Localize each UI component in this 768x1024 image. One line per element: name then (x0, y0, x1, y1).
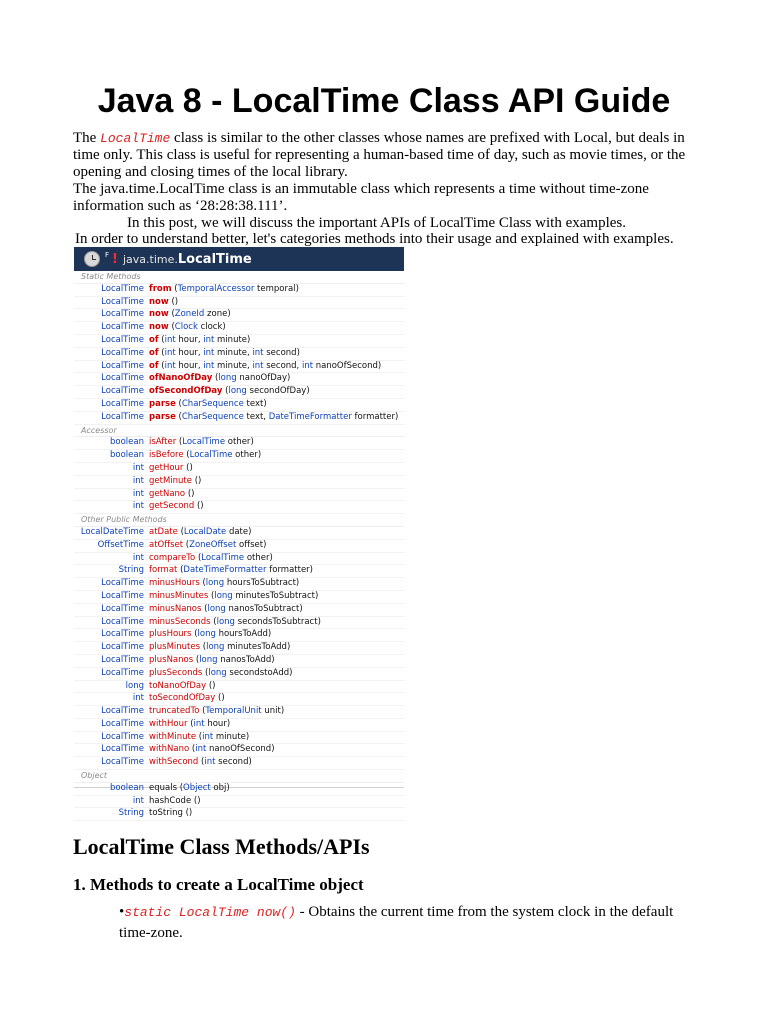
param-type: int (252, 347, 264, 358)
method-name: parse (149, 398, 176, 409)
method-signature (149, 681, 216, 693)
api-method-row (74, 335, 404, 348)
bullet-text: - Obtains the current time from the system clock in the default time-zone. (119, 904, 674, 941)
param-name: text (243, 398, 264, 409)
return-type: LocalTime (101, 731, 144, 742)
return-type: boolean (110, 437, 144, 448)
api-method-row (74, 373, 404, 386)
api-section-label: Object (74, 770, 404, 783)
return-type: LocalTime (101, 283, 144, 294)
method-signature (149, 501, 204, 513)
api-section-label: Other Public Methods (74, 514, 404, 527)
param-name: secondstoAdd (226, 667, 290, 678)
api-method-row (74, 361, 404, 374)
method-signature: atOffset (ZoneOffset offset) (149, 539, 267, 550)
return-type: LocalDateTime (80, 526, 144, 537)
method-signature: ofNanoOfDay (long nanoOfDay) (149, 373, 291, 384)
param-name: other (225, 437, 251, 448)
param-name: formatter (266, 565, 310, 576)
api-method-row (74, 617, 404, 630)
api-method-row (74, 386, 404, 399)
api-method-row (74, 437, 404, 450)
method-name: withHour (149, 718, 188, 729)
param-type: long (206, 642, 225, 653)
method-name: ofNanoOfDay (149, 373, 213, 384)
param-name: other (244, 552, 270, 563)
clock-icon (84, 251, 100, 267)
return-type: int (132, 475, 144, 486)
method-name: isAfter (149, 437, 177, 448)
method-name: minusMinutes (149, 590, 209, 601)
return-type: LocalTime (101, 296, 144, 307)
param-type: int (252, 360, 264, 371)
param-type: int (193, 718, 205, 729)
method-name: of (149, 360, 159, 371)
method-name: plusNanos (149, 654, 194, 665)
param-name: nanosToAdd (217, 654, 272, 665)
param-name: minutesToAdd (224, 642, 287, 653)
return-type: LocalTime (101, 757, 144, 768)
api-method-row (74, 565, 404, 578)
method-signature: of (int hour, int minute, int second, int nanoOfSecond) (149, 360, 382, 371)
method-name: withSecond (149, 757, 199, 768)
final-marker: F (105, 251, 110, 259)
param-type: int (203, 347, 215, 358)
param-name: second, (263, 360, 302, 371)
param-type: long (199, 654, 218, 665)
method-signature: plusNanos (long nanosToAdd) (149, 654, 275, 665)
param-name: date (226, 526, 249, 537)
param-type: CharSequence (181, 411, 244, 422)
return-type: LocalTime (101, 667, 144, 678)
param-type: long (197, 629, 216, 640)
return-type: boolean (110, 782, 144, 793)
method-signature: minusMinutes (long minutesToSubtract) (149, 590, 319, 601)
param-name: clock (197, 322, 223, 333)
method-name: toString (149, 808, 183, 819)
param-name: secondsToSubtract (234, 616, 318, 627)
param-name: obj (210, 782, 227, 793)
method-signature (149, 489, 194, 501)
intro-paragraph-2: The java.time.LocalTime class is an immutable class which represents a time without time-zone information such as ‘28:28:38.111’. (73, 181, 649, 214)
api-method-row (74, 348, 404, 361)
method-signature (149, 693, 225, 705)
api-method-row (74, 681, 404, 694)
method-signature: of (int hour, int minute, int second) (149, 347, 300, 358)
param-type: TemporalUnit (205, 706, 262, 717)
api-method-row (74, 450, 404, 463)
param-type: int (164, 360, 176, 371)
method-name: getHour (149, 462, 184, 473)
method-name: minusSeconds (149, 616, 211, 627)
param-name: secondOfDay (246, 386, 307, 397)
bullet-item (119, 902, 689, 943)
param-name: other (232, 450, 258, 461)
method-name: truncatedTo (149, 706, 200, 717)
param-name: () (187, 488, 195, 499)
return-type: LocalTime (101, 590, 144, 601)
return-type: int (132, 693, 144, 704)
return-type: OffsetTime (97, 539, 144, 550)
param-type: Object (183, 782, 211, 793)
method-signature: parse (CharSequence text) (149, 398, 267, 409)
param-name: minutesToSubtract (232, 590, 315, 601)
api-method-row (74, 412, 404, 425)
api-method-row (74, 642, 404, 655)
return-type: LocalTime (101, 373, 144, 384)
param-type: DateTimeFormatter (268, 411, 352, 422)
param-type: int (203, 334, 215, 345)
param-name: nanoOfSecond (206, 744, 272, 755)
param-type: LocalDate (183, 526, 227, 537)
return-type: LocalTime (101, 309, 144, 320)
param-type: DateTimeFormatter (183, 565, 267, 576)
method-signature: format (DateTimeFormatter formatter) (149, 565, 313, 576)
method-name: atDate (149, 526, 178, 537)
intro-paragraph-4: In order to understand better, let's categories methods into their usage and explained with examples. (75, 231, 674, 247)
return-type: LocalTime (101, 744, 144, 755)
return-type: LocalTime (101, 386, 144, 397)
param-type: int (301, 360, 314, 371)
api-method-row (74, 668, 404, 681)
api-method-row (74, 399, 404, 412)
param-type: TemporalAccessor (177, 283, 255, 294)
param-type: long (228, 386, 247, 397)
param-name: second (263, 347, 297, 358)
return-type: int (132, 552, 144, 563)
warning-marker: ! (112, 251, 118, 267)
param-type: ZoneId (174, 309, 205, 320)
api-method-row (74, 540, 404, 553)
intro-paragraph-3: In this post, we will discuss the important APIs of LocalTime Class with examples. (127, 215, 626, 231)
method-name: now (149, 296, 169, 307)
method-name: parse (149, 411, 176, 422)
api-method-row (74, 297, 404, 310)
method-name: getSecond (149, 501, 195, 512)
method-signature (149, 297, 178, 309)
api-method-row (74, 706, 404, 719)
param-type: int (164, 334, 176, 345)
method-signature: now (ZoneId zone) (149, 309, 231, 320)
method-signature: minusSeconds (long secondsToSubtract) (149, 616, 321, 627)
param-name: nanoOfSecond (313, 360, 378, 371)
bullet-marker: • (119, 904, 125, 920)
method-signature: equals (Object obj) (149, 782, 230, 793)
return-type: LocalTime (101, 629, 144, 640)
method-name: of (149, 347, 159, 358)
param-type: int (203, 360, 215, 371)
param-name: formatter (351, 411, 395, 422)
api-method-row (74, 463, 404, 476)
method-signature: plusMinutes (long minutesToAdd) (149, 642, 291, 653)
param-name: hour, (175, 360, 204, 371)
return-type: long (125, 680, 144, 691)
return-type: String (118, 565, 144, 576)
param-name: () (193, 795, 201, 806)
method-signature: from (TemporalAccessor temporal) (149, 283, 299, 294)
section-heading: LocalTime Class Methods/APIs (73, 834, 370, 859)
method-signature (149, 463, 193, 475)
param-name: () (185, 808, 193, 819)
method-name: getMinute (149, 475, 192, 486)
return-type: int (132, 501, 144, 512)
return-type: LocalTime (101, 578, 144, 589)
inline-code-localtime: LocalTime (100, 131, 171, 146)
method-signature: minusNanos (long nanosToSubtract) (149, 603, 303, 614)
param-type: long (205, 578, 225, 589)
package-name: java.time. (122, 252, 178, 266)
api-method-row (74, 489, 404, 502)
intro-paragraph-1 (73, 130, 698, 181)
param-name: minute, (214, 347, 253, 358)
return-type: LocalTime (101, 347, 144, 358)
intro-rest: class is similar to the other classes whose names are prefixed with Local, but deals in time only. This class is useful for representing a human-based time of day, such as movie times, or the opening and closing times of the local library. (73, 130, 686, 180)
param-type: Clock (174, 322, 198, 333)
method-name: isBefore (149, 450, 184, 461)
return-type: int (132, 795, 144, 806)
method-signature (149, 476, 201, 488)
param-name: offset (236, 539, 264, 550)
return-type: int (132, 462, 144, 473)
method-signature: plusSeconds (long secondstoAdd) (149, 667, 293, 678)
method-name: of (149, 334, 159, 345)
api-method-row (74, 693, 404, 706)
param-name: temporal (254, 283, 296, 294)
method-signature: now (Clock clock) (149, 322, 226, 333)
method-signature: ofSecondOfDay (long secondOfDay) (149, 386, 310, 397)
api-method-row (74, 744, 404, 757)
method-signature: parse (CharSequence text, DateTimeFormatter formatter) (149, 411, 399, 422)
return-type: LocalTime (101, 718, 144, 729)
param-name: hoursToSubtract (224, 578, 296, 589)
param-name: () (208, 680, 216, 691)
method-signature: minusHours (long hoursToSubtract) (149, 578, 300, 589)
param-name: () (194, 475, 202, 486)
api-method-row (74, 732, 404, 745)
param-name: unit (261, 706, 281, 717)
return-type: LocalTime (101, 616, 144, 627)
param-name: second (215, 757, 249, 768)
method-signature: compareTo (LocalTime other) (149, 552, 273, 563)
return-type: LocalTime (101, 642, 144, 653)
api-method-row (74, 796, 404, 809)
subsection-heading: 1. Methods to create a LocalTime object (73, 875, 364, 894)
method-name: getNano (149, 488, 186, 499)
param-name: minute (213, 731, 246, 742)
api-method-row (74, 757, 404, 770)
page-title: Java 8 - LocalTime Class API Guide (97, 82, 671, 120)
method-name: plusSeconds (149, 667, 203, 678)
method-name: equals (149, 782, 178, 793)
param-type: int (202, 731, 214, 742)
method-name: compareTo (149, 552, 196, 563)
api-method-row (74, 604, 404, 617)
api-method-list (74, 271, 404, 821)
param-name: nanosToSubtract (225, 603, 300, 614)
api-method-row (74, 553, 404, 566)
intro-prefix: The (73, 130, 101, 146)
method-name: toNanoOfDay (149, 680, 207, 691)
method-signature (149, 808, 192, 820)
method-name: atOffset (149, 539, 184, 550)
api-section-label: Accessor (74, 425, 404, 438)
class-name: LocalTime (177, 251, 252, 267)
param-type: int (164, 347, 176, 358)
method-signature: isAfter (LocalTime other) (149, 437, 254, 448)
method-signature: withHour (int hour) (149, 718, 231, 729)
api-method-row (74, 501, 404, 514)
api-method-row (74, 322, 404, 335)
return-type: LocalTime (101, 706, 144, 717)
param-type: int (204, 757, 216, 768)
method-signature: isBefore (LocalTime other) (149, 450, 262, 461)
method-name: plusMinutes (149, 642, 201, 653)
method-signature: withMinute (int minute) (149, 731, 250, 742)
api-method-row (74, 783, 404, 796)
return-type: LocalTime (101, 322, 144, 333)
api-method-row (74, 578, 404, 591)
method-name: minusHours (149, 578, 200, 589)
method-name: minusNanos (149, 603, 202, 614)
param-type: LocalTime (182, 437, 226, 448)
param-type: ZoneOffset (189, 539, 237, 550)
method-name: hashCode (149, 795, 192, 806)
return-type: LocalTime (101, 654, 144, 665)
api-method-row (74, 309, 404, 322)
param-name: minute (214, 334, 248, 345)
return-type: LocalTime (101, 411, 144, 422)
bullet-code: static LocalTime now() (124, 905, 296, 920)
param-name: () (196, 501, 204, 512)
param-type: long (216, 616, 235, 627)
param-name: () (186, 462, 193, 473)
api-section-label: Static Methods (74, 271, 404, 284)
method-name: withMinute (149, 731, 197, 742)
api-method-row (74, 284, 404, 297)
return-type: int (132, 488, 144, 499)
method-name: now (149, 309, 169, 320)
method-signature: plusHours (long hoursToAdd) (149, 629, 272, 640)
param-name: () (171, 296, 179, 307)
return-type: boolean (110, 450, 144, 461)
param-name: minute, (214, 360, 253, 371)
method-name: format (149, 565, 178, 576)
param-name: hour, (175, 347, 204, 358)
param-name: hoursToAdd (215, 629, 268, 640)
api-method-row (74, 808, 404, 821)
method-signature: withNano (int nanoOfSecond) (149, 744, 275, 755)
return-type: LocalTime (101, 603, 144, 614)
method-signature (149, 796, 201, 808)
param-type: int (195, 744, 207, 755)
param-name: hour, (175, 334, 204, 345)
api-method-row (74, 591, 404, 604)
method-name: now (149, 322, 169, 333)
method-signature: atDate (LocalDate date) (149, 526, 252, 537)
return-type: LocalTime (101, 398, 144, 409)
method-name: withNano (149, 744, 190, 755)
api-outline-header (74, 247, 404, 271)
api-method-row (74, 476, 404, 489)
param-type: long (218, 373, 237, 384)
api-outline-panel (74, 247, 404, 819)
method-name: from (149, 283, 172, 294)
api-method-row (74, 719, 404, 732)
param-type: LocalTime (201, 552, 245, 563)
param-name: zone (204, 309, 228, 320)
api-method-row (74, 629, 404, 642)
method-name: ofSecondOfDay (149, 386, 223, 397)
method-signature: truncatedTo (TemporalUnit unit) (149, 706, 285, 717)
param-type: CharSequence (181, 398, 244, 409)
return-type: LocalTime (101, 360, 144, 371)
param-name: () (218, 693, 225, 704)
method-name: plusHours (149, 629, 192, 640)
api-method-row (74, 655, 404, 668)
method-name: toSecondOfDay (149, 693, 216, 704)
method-signature: withSecond (int second) (149, 757, 252, 768)
method-signature: of (int hour, int minute) (149, 334, 251, 345)
api-method-row (74, 527, 404, 540)
param-type: LocalTime (189, 450, 233, 461)
param-name: nanoOfDay (236, 373, 288, 384)
param-type: long (207, 603, 226, 614)
param-name: hour (204, 718, 227, 729)
param-type: long (208, 667, 227, 678)
param-name: text, (243, 411, 269, 422)
return-type: LocalTime (101, 334, 144, 345)
return-type: String (118, 808, 144, 819)
param-type: long (214, 590, 233, 601)
